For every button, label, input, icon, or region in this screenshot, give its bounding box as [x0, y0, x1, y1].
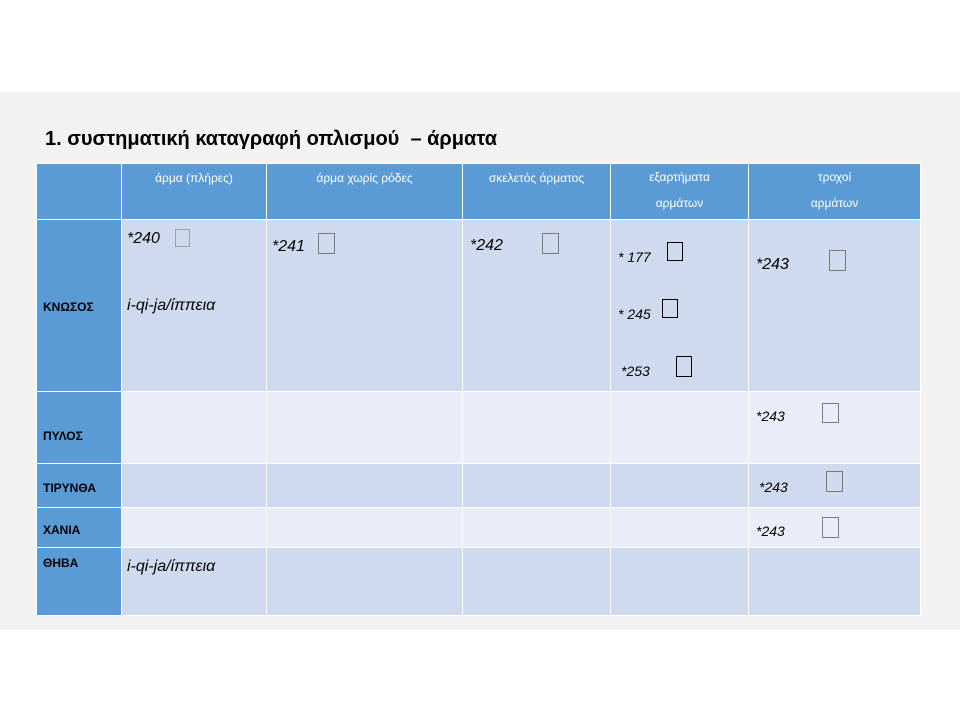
sign-entry: i-qi-ja/ίππεια — [127, 297, 216, 314]
sign-entry: *241 — [272, 238, 305, 255]
sign-entry: * 177 — [618, 249, 651, 265]
table-cell — [749, 464, 921, 508]
table-cell — [611, 392, 749, 464]
sign-entry: *243 — [756, 256, 789, 273]
table-cell — [122, 392, 267, 464]
table-cell — [267, 508, 463, 548]
header-full-chariot: άρμα (πλήρες) — [122, 164, 267, 220]
table-row — [37, 548, 921, 616]
sign-entry: *240 — [127, 230, 160, 247]
row-label: ΠΥΛΟΣ — [43, 429, 83, 443]
row-label: ΚΝΩΣΟΣ — [43, 300, 94, 314]
table-cell — [463, 392, 611, 464]
row-label: ΧΑΝΙΑ — [43, 523, 81, 537]
row-label: ΤΙΡΥΝΘΑ — [43, 481, 97, 495]
row-label-cell — [37, 392, 122, 464]
table-cell — [463, 464, 611, 508]
table-cell — [122, 548, 267, 616]
table-cell — [463, 548, 611, 616]
table-cell — [463, 220, 611, 392]
table-cell — [611, 508, 749, 548]
row-label-cell — [37, 220, 122, 392]
table-row — [37, 220, 921, 392]
sign-glyph-icon — [542, 233, 559, 254]
header-chariot-no-wheels: άρμα χωρίς ρόδες — [267, 164, 463, 220]
table-cell — [749, 548, 921, 616]
sign-glyph-icon — [667, 242, 683, 261]
sign-glyph-icon — [822, 517, 839, 538]
row-label-cell — [37, 508, 122, 548]
sign-glyph-icon — [318, 233, 335, 254]
table-cell — [267, 392, 463, 464]
header-parts-line1: εξαρτήματα — [649, 170, 710, 184]
table-cell — [267, 464, 463, 508]
header-row — [37, 164, 921, 220]
table-cell — [267, 220, 463, 392]
header-chariot-parts — [611, 164, 749, 220]
page-title: 1. συστηματική καταγραφή οπλισμού – άρματα — [45, 128, 497, 150]
table-cell — [611, 464, 749, 508]
table-cell — [122, 464, 267, 508]
row-label-cell — [37, 548, 122, 616]
table-cell — [611, 220, 749, 392]
table-cell — [122, 508, 267, 548]
table-cell — [122, 220, 267, 392]
table-cell — [267, 548, 463, 616]
header-chariot-frame: σκελετός άρματος — [463, 164, 611, 220]
sign-glyph-icon — [175, 229, 190, 247]
sign-glyph-icon — [662, 299, 678, 318]
sign-glyph-icon — [676, 356, 692, 377]
header-wheels-line1: τροχοί — [817, 170, 852, 184]
row-label: ΘΗΒΑ — [43, 556, 79, 570]
sign-entry: *243 — [756, 523, 785, 539]
table-cell — [611, 548, 749, 616]
header-cell-empty — [37, 164, 122, 220]
sign-glyph-icon — [826, 471, 843, 492]
table-cell — [749, 392, 921, 464]
sign-entry: *243 — [756, 408, 785, 424]
table-cell — [749, 220, 921, 392]
header-chariot-wheels — [749, 164, 921, 220]
header-parts-line2: αρμάτων — [655, 196, 704, 210]
row-label-cell — [37, 464, 122, 508]
sign-glyph-icon — [829, 250, 846, 271]
table-row — [37, 464, 921, 508]
table-row — [37, 392, 921, 464]
table-cell — [463, 508, 611, 548]
header-wheels-line2: αρμάτων — [810, 196, 859, 210]
sign-entry: i-qi-ja/ίππεια — [127, 558, 216, 575]
sign-glyph-icon — [822, 403, 839, 423]
sign-entry: *243 — [759, 479, 788, 495]
sign-entry: *253 — [621, 363, 650, 379]
table-cell — [749, 508, 921, 548]
table-row — [37, 508, 921, 548]
weapons-table — [36, 163, 921, 616]
sign-entry: * 245 — [618, 306, 651, 322]
sign-entry: *242 — [470, 237, 503, 254]
